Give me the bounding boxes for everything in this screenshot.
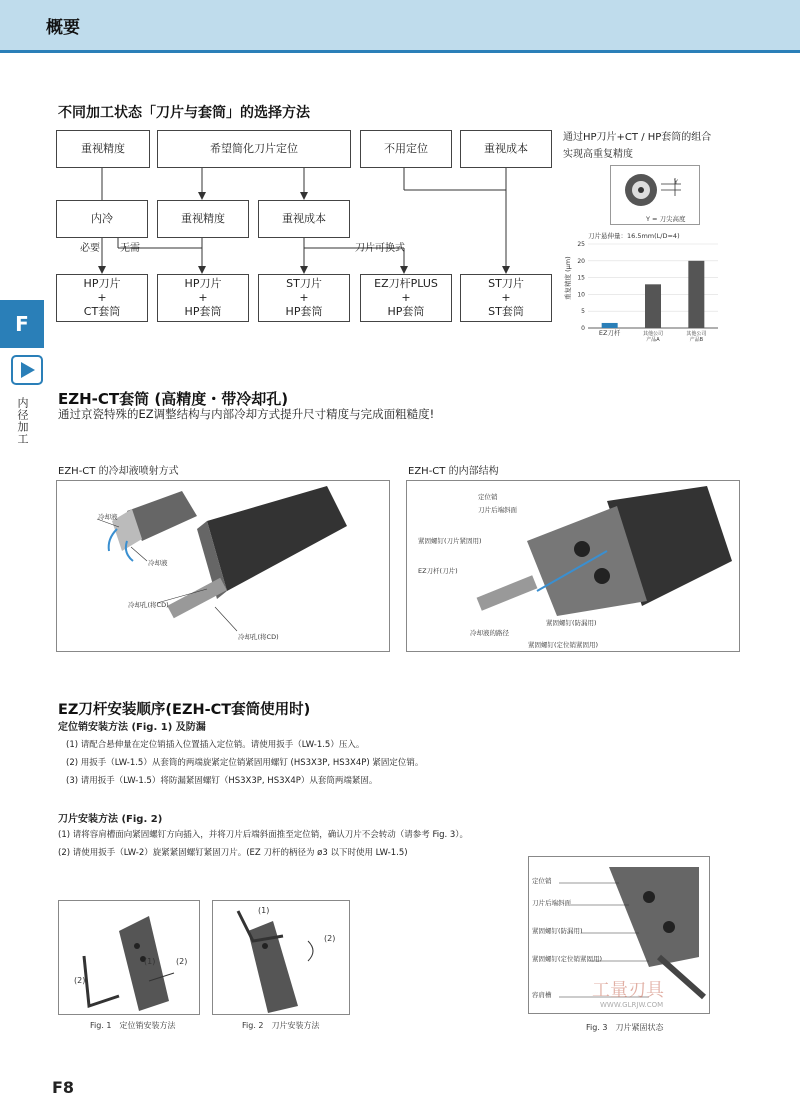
step1-2: (2) 用扳手（LW-1.5）从套筒的两端旋紧定位销紧固用螺钉 (HS3X3P, HS3X4P) 紧固定位销。 xyxy=(66,758,424,768)
diagram-y: Y xyxy=(674,178,678,186)
chart-xtick: 其他公司 xyxy=(686,331,707,337)
fig2-mark-1: (1) xyxy=(258,906,270,915)
fig1-caption: Fig. 1 定位销安装方法 xyxy=(90,1021,176,1030)
box-simplify-position: 希望简化刀片定位 xyxy=(157,130,351,168)
chart-ytick: 15 xyxy=(577,274,585,282)
result-hp-ct: HP刀片 + CT套筒 xyxy=(56,274,148,322)
left-label-3: 冷却孔(将CD) xyxy=(128,601,169,609)
left-label-1: 冷却液 xyxy=(98,513,118,521)
box-mid-accuracy: 重视精度 xyxy=(157,200,249,238)
chart-ytick: 5 xyxy=(581,308,585,316)
diagram-label: Y = 刀尖高度 xyxy=(646,215,686,223)
left-label-2: 冷却液 xyxy=(148,559,168,567)
section2-title: EZH-CT套筒 (高精度・带冷却孔) xyxy=(58,390,289,408)
section3-sub2: 刀片安装方法 (Fig. 2) xyxy=(58,814,163,825)
repeatability-chart xyxy=(570,238,730,350)
watermark: 工量刃具 xyxy=(592,980,664,1001)
right-label-1: 定位销 xyxy=(478,493,498,501)
fig2-mark-2: (2) xyxy=(324,934,336,943)
chart-xtick: 其他公司 xyxy=(642,331,664,337)
fig1-mark-3: (2) xyxy=(74,976,86,985)
right-label-4: EZ刀杆(刀片) xyxy=(418,567,458,575)
step2-2: (2) 请使用扳手（LW-2）旋紧紧固螺钉紧固刀片。(EZ 刀杆的柄径为 ø3 以下时使用 LW-1.5) xyxy=(58,848,408,858)
right-label-5: 冷却液的路径 xyxy=(470,629,509,637)
result-st-hp: ST刀片 + HP套筒 xyxy=(258,274,350,322)
side-title-1: 通过HP刀片+CT / HP套筒的组合 xyxy=(563,132,712,143)
chart-xtick: 产品B xyxy=(689,337,704,343)
box-accuracy: 重视精度 xyxy=(56,130,150,168)
result-st-st: ST刀片 + ST套筒 xyxy=(460,274,552,322)
box-internal-cooling: 内冷 xyxy=(56,200,148,238)
side-label: 内径加工 xyxy=(16,397,29,445)
fig3-label-2: 刀片后端斜面 xyxy=(532,899,571,907)
fig3-caption: Fig. 3 刀片紧固状态 xyxy=(586,1023,664,1032)
page-number: F8 xyxy=(52,1078,75,1097)
chart-ytick: 25 xyxy=(577,241,585,248)
section3-sub1: 定位销安装方法 (Fig. 1) 及防漏 xyxy=(58,722,206,733)
left-label-4: 冷却孔(将CD) xyxy=(238,633,279,641)
section-tab[interactable]: F xyxy=(0,300,44,348)
fig2-caption: Fig. 2 刀片安装方法 xyxy=(242,1021,320,1030)
chart-xtick: EZ刀杆 xyxy=(598,329,621,337)
fig-left-title: EZH-CT 的冷却液喷射方式 xyxy=(58,466,179,477)
label-replace: 刀片可换式 xyxy=(355,243,405,254)
right-label-3: 紧固螺钉(刀片紧固用) xyxy=(418,537,482,545)
label-need: 必要 xyxy=(80,243,100,254)
chart-ylabel: 重复精度 (μm) xyxy=(564,256,572,300)
play-icon xyxy=(10,354,44,386)
box-cost: 重视成本 xyxy=(460,130,552,168)
fig3-label-5: 容肩槽 xyxy=(532,991,552,999)
coolant-figure xyxy=(56,480,390,652)
result-ez-hp: EZ刀杆PLUS + HP套筒 xyxy=(360,274,452,322)
watermark-url: WWW.GLRJW.COM xyxy=(600,1001,664,1009)
step1-3: (3) 请用扳手（LW-1.5）将防漏紧固螺钉（HS3X3P, HS3X4P）从套筒两端紧固。 xyxy=(66,776,378,786)
chart-bar xyxy=(645,284,661,328)
box-mid-cost: 重视成本 xyxy=(258,200,350,238)
chart-ytick: 10 xyxy=(577,291,585,299)
chart-ytick: 20 xyxy=(577,257,585,265)
fig3-label-3: 紧固螺钉(防漏用) xyxy=(532,927,583,935)
fig1-mark-2: (2) xyxy=(176,957,188,966)
box-no-position: 不用定位 xyxy=(360,130,452,168)
fig-right-title: EZH-CT 的内部结构 xyxy=(408,466,499,477)
fig3-label-1: 定位销 xyxy=(532,877,552,885)
result-hp-hp: HP刀片 + HP套筒 xyxy=(157,274,249,322)
chart-title: 刀片悬伸量：16.5mm(L/D=4) xyxy=(588,232,680,240)
section3-title: EZ刀杆安装顺序(EZH-CT套筒使用时) xyxy=(58,702,311,718)
chart-xtick: 产品A xyxy=(646,337,660,343)
right-label-6: 紧固螺钉(防漏用) xyxy=(546,619,597,627)
right-label-2: 刀片后端斜面 xyxy=(478,506,517,514)
fig1-mark-1: (1) xyxy=(144,957,156,966)
side-title-2: 实现高重复精度 xyxy=(563,149,633,160)
page-title: 概要 xyxy=(46,18,80,38)
step2-1: (1) 请将容肩槽面向紧固螺钉方向插入，并将刀片后端斜面推至定位销，确认刀片不会转动（请参考 Fig. 3）。 xyxy=(58,830,469,840)
chart-bar xyxy=(688,261,704,328)
step1-1: (1) 请配合悬伸量在定位销插入位置插入定位销。请使用扳手（LW-1.5）压入。 xyxy=(66,740,365,750)
chart-ytick: 0 xyxy=(581,325,585,332)
chart-bar xyxy=(602,323,618,328)
right-label-7: 紧固螺钉(定位销紧固用) xyxy=(528,641,599,649)
section2-subtitle: 通过京瓷特殊的EZ调整结构与内部冷却方式提升尺寸精度与完成面粗糙度! xyxy=(58,407,435,421)
section1-title: 不同加工状态「刀片与套筒」的选择方法 xyxy=(58,105,310,121)
fig3-label-4: 紧固螺钉(定位销紧固用) xyxy=(532,955,603,963)
fig2-box xyxy=(212,900,350,1015)
label-none: 无需 xyxy=(120,243,140,254)
